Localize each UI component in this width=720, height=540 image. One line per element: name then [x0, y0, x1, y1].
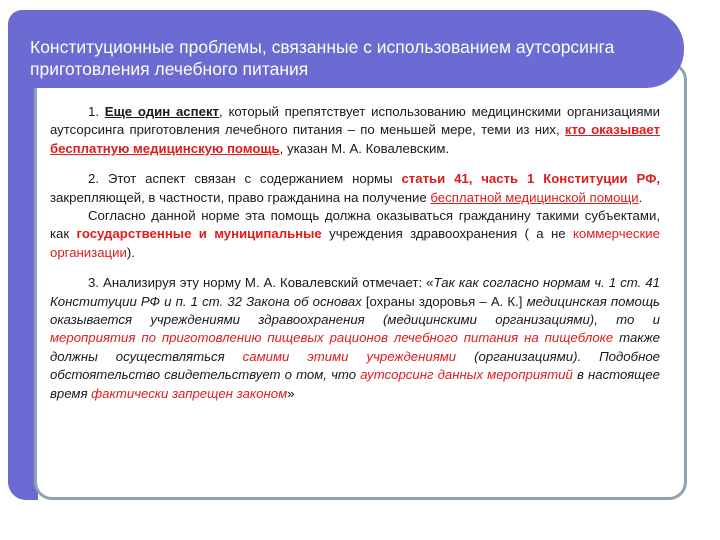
highlight-run: бесплатной медицинской помощи: [430, 189, 639, 205]
text-run: 1.: [88, 104, 105, 119]
highlight-run: государственные и муниципальные: [76, 226, 322, 242]
emphasis-run: Еще один аспект: [104, 104, 219, 119]
text-run: закрепляющей, в частности, право гражданина на получение: [50, 189, 431, 205]
italic-run: в настоящее время: [50, 367, 661, 401]
highlight-run: мероприятия по приготовлению пищевых рационов лечебного питания на пищеблоке: [50, 330, 614, 346]
italic-run: также должны осуществляться: [50, 330, 660, 364]
highlight-run: аутсорсинг данных мероприятий: [360, 367, 573, 383]
italic-run: Так как согласно нормам ч. 1 ст. 41 Конституции РФ и п. 1 ст. 32 Закона об основах: [50, 275, 661, 309]
highlight-run: самими этими учреждениями: [242, 348, 457, 364]
text-run: ).: [126, 244, 135, 260]
text-run: »: [287, 385, 295, 401]
italic-run: медицинская помощь оказывается учреждениями здравоохранения (медицинскими организациями), то и: [50, 293, 660, 328]
text-run: учреждения здравоохранения ( а не: [321, 226, 573, 242]
paragraph-3: [50, 207, 660, 262]
text-run: 3. Анализируя эту норму М. А. Ковалевский отмечает: «: [88, 275, 434, 291]
highlight-run: статьи 41, часть 1 Конституции РФ,: [401, 171, 660, 187]
highlight-run: коммерческие организации: [50, 226, 660, 260]
slide-title: Конституционные проблемы, связанные с использованием аутсорсинга приготовления лечебного питания: [30, 37, 615, 79]
highlight-run: фактически запрещен законом: [91, 385, 288, 401]
text-run: Согласно данной норме эта помощь должна оказываться гражданину такими субъектами, как: [50, 208, 660, 242]
text-run: [охраны здоровья – А. К.]: [361, 293, 527, 309]
slide-body: [50, 103, 660, 403]
title-banner: [8, 10, 684, 88]
text-run: .: [638, 189, 643, 205]
italic-run: (организациями). Подобное обстоятельство свидетельствует о том, что: [50, 348, 660, 383]
text-run: 2. Этот аспект связан с содержанием нормы: [88, 171, 402, 187]
text-run: , который препятствует использованию медицинскими организациями аутсорсинга приготовления лечебного питания – по меньшей мере, теми из них,: [50, 104, 660, 138]
highlight-run: кто оказывает бесплатную медицинскую помощь: [50, 122, 660, 156]
paragraph-2: [50, 170, 660, 207]
text-run: , указан М. А. Ковалевским.: [279, 140, 450, 156]
paragraph-4: [50, 274, 660, 403]
paragraph-1: [50, 103, 660, 158]
